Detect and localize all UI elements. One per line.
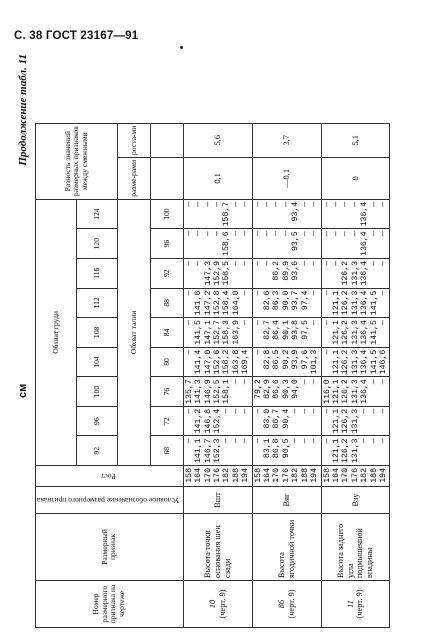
symbol-cell: Вшт xyxy=(183,487,252,514)
chest-header-cell: 108 xyxy=(76,318,117,348)
chest-header-cell: 96 xyxy=(76,406,117,436)
diff-spacer-cell xyxy=(150,157,183,199)
table-row xyxy=(252,123,321,627)
waist-header-cell: 84 xyxy=(150,318,183,348)
value-cell: — 121,1 126,2 131,3 136,4 141,5 — xyxy=(321,318,390,348)
header-height: Рост xyxy=(36,466,184,487)
header-diff-sizes: разме-рами xyxy=(117,157,150,199)
diff-sizes-cell: —0,1 xyxy=(252,157,321,199)
chest-header-cell: 116 xyxy=(76,258,117,288)
value-cell: — — — — 136,4 — — xyxy=(321,199,390,229)
diff-heights-cell: 5,6 xyxy=(183,123,252,157)
value-cell: — — — — 136,4 — — xyxy=(321,229,390,259)
row-number-cell xyxy=(252,581,321,628)
value-cell: 116,0 121,1 126,2 131,3 136,4 — — xyxy=(321,377,390,407)
row-number: 10 xyxy=(208,599,218,609)
value-cell: — 121,1 126,2 131,3 — — — xyxy=(321,406,390,436)
waist-header-cell: 100 xyxy=(150,199,183,229)
header-waist-group: Обхват талии xyxy=(117,199,150,465)
value-cell: — — 86,2 89,9 93,6 — — xyxy=(252,258,321,288)
page-header: С. 38 ГОСТ 23167—91 xyxy=(14,30,139,42)
value-cell: — 141,4 147,0 152,6 158,2 163,8 169,4 xyxy=(183,347,252,377)
chest-header-cell: 100 xyxy=(76,377,117,407)
value-cell: — — 126,2 131,3 136,4 — — xyxy=(321,258,390,288)
value-cell: — 141,5 147,1 152,7 158,3 163,9 — xyxy=(183,318,252,348)
row-number-sub: (черт. 9) xyxy=(217,589,227,619)
chest-header-cell: 124 xyxy=(76,199,117,229)
heights-cell: 158 164 170 176 182 188 194 xyxy=(321,466,390,487)
value-cell: — — — — 93,4 — — xyxy=(252,199,321,229)
waist-header-cell: 76 xyxy=(150,377,183,407)
diff-sizes-cell: 0 xyxy=(321,157,390,199)
value-cell: 79,2 82,9 86,6 90,3 94,0 — — xyxy=(252,377,321,407)
value-cell: — 141,2 146,8 152,4 — — — xyxy=(183,406,252,436)
value-cell: — 141,6 147,2 152,8 158,4 164,0 — xyxy=(183,288,252,318)
chest-header-cell: 120 xyxy=(76,229,117,259)
value-cell: — — 147,3 152,9 158,5 — — xyxy=(183,258,252,288)
table-row xyxy=(183,123,252,627)
header-diff-group: Разность значений размерных признаков между смежными xyxy=(36,123,118,199)
waist-header-cell: 88 xyxy=(150,288,183,318)
row-number-sub: (черт. 9) xyxy=(355,589,365,619)
value-cell: — 121,1 126,2 131,3 136,4 141,5 146,6 xyxy=(321,347,390,377)
header-chest-group: Обхват груди xyxy=(36,199,77,465)
continuation-label: Продолжение табл. 11 xyxy=(17,54,29,166)
row-number-sub: (черт. 9) xyxy=(286,589,296,619)
value-cell: — 83,1 86,8 90,5 — — — xyxy=(252,436,321,466)
row-number: 86 xyxy=(276,599,286,609)
chest-header-cell: 104 xyxy=(76,347,117,377)
value-cell: — — — — 93,5 — — xyxy=(252,229,321,259)
row-number-cell xyxy=(183,581,252,628)
value-cell: — 82,8 86,5 90,2 93,9 97,6 101,3 xyxy=(252,347,321,377)
chest-header-cell: 92 xyxy=(76,436,117,466)
header-diff-heights: роста-ми xyxy=(117,123,150,157)
waist-header-cell: 80 xyxy=(150,347,183,377)
waist-header-cell: 92 xyxy=(150,258,183,288)
heights-cell: 158 164 170 176 182 188 194 xyxy=(252,466,321,487)
header-num: Номер размерного признака на чертеже xyxy=(36,581,184,628)
value-cell: — 141,1 146,7 152,3 — — — xyxy=(183,436,252,466)
chest-header-cell: 112 xyxy=(76,288,117,318)
value-cell: — 121,1 126,2 131,3 — — — xyxy=(321,436,390,466)
rotated-table-block xyxy=(17,48,412,628)
dimension-table xyxy=(35,123,390,628)
value-cell: — 83,0 86,7 90,4 — — — xyxy=(252,406,321,436)
table-body xyxy=(183,123,390,627)
waist-header-cell: 96 xyxy=(150,229,183,259)
row-number-cell xyxy=(321,581,390,628)
value-cell: — — — — 158,6 — — xyxy=(183,229,252,259)
table-row xyxy=(321,123,390,627)
feature-cell: Высота ягодичной точки xyxy=(252,514,321,581)
unit-label: см xyxy=(17,383,29,398)
diff-spacer-cell xyxy=(150,123,183,157)
value-cell: — 121,1 126,2 131,3 136,4 141,5 — xyxy=(321,288,390,318)
feature-cell: Высота заднего угла подмышечной впадины xyxy=(321,514,390,581)
heights-cell: 158 164 170 176 182 188 194 xyxy=(183,466,252,487)
symbol-cell: Взу xyxy=(321,487,390,514)
waist-header-cell: 72 xyxy=(150,406,183,436)
value-cell: 135,7 141,3 146,9 152,5 158,1 — — xyxy=(183,377,252,407)
diff-heights-cell: 3,7 xyxy=(252,123,321,157)
row-number: 11 xyxy=(345,600,355,608)
value-cell: — — — — 158,7 — — xyxy=(183,199,252,229)
waist-header-cell: 68 xyxy=(150,436,183,466)
header-feature: Размерный признак xyxy=(36,514,184,581)
value-cell: — 82,7 86,4 90,1 93,8 97,5 — xyxy=(252,318,321,348)
diff-sizes-cell: 0,1 xyxy=(183,157,252,199)
header-symbol: Условное обозначение размерного признака xyxy=(36,487,184,514)
diff-heights-cell: 5,1 xyxy=(321,123,390,157)
value-cell: — 82,6 86,3 90,0 93,7 97,4 — xyxy=(252,288,321,318)
feature-cell: Высота точки основания шеи сзади xyxy=(183,514,252,581)
symbol-cell: Вяг xyxy=(252,487,321,514)
